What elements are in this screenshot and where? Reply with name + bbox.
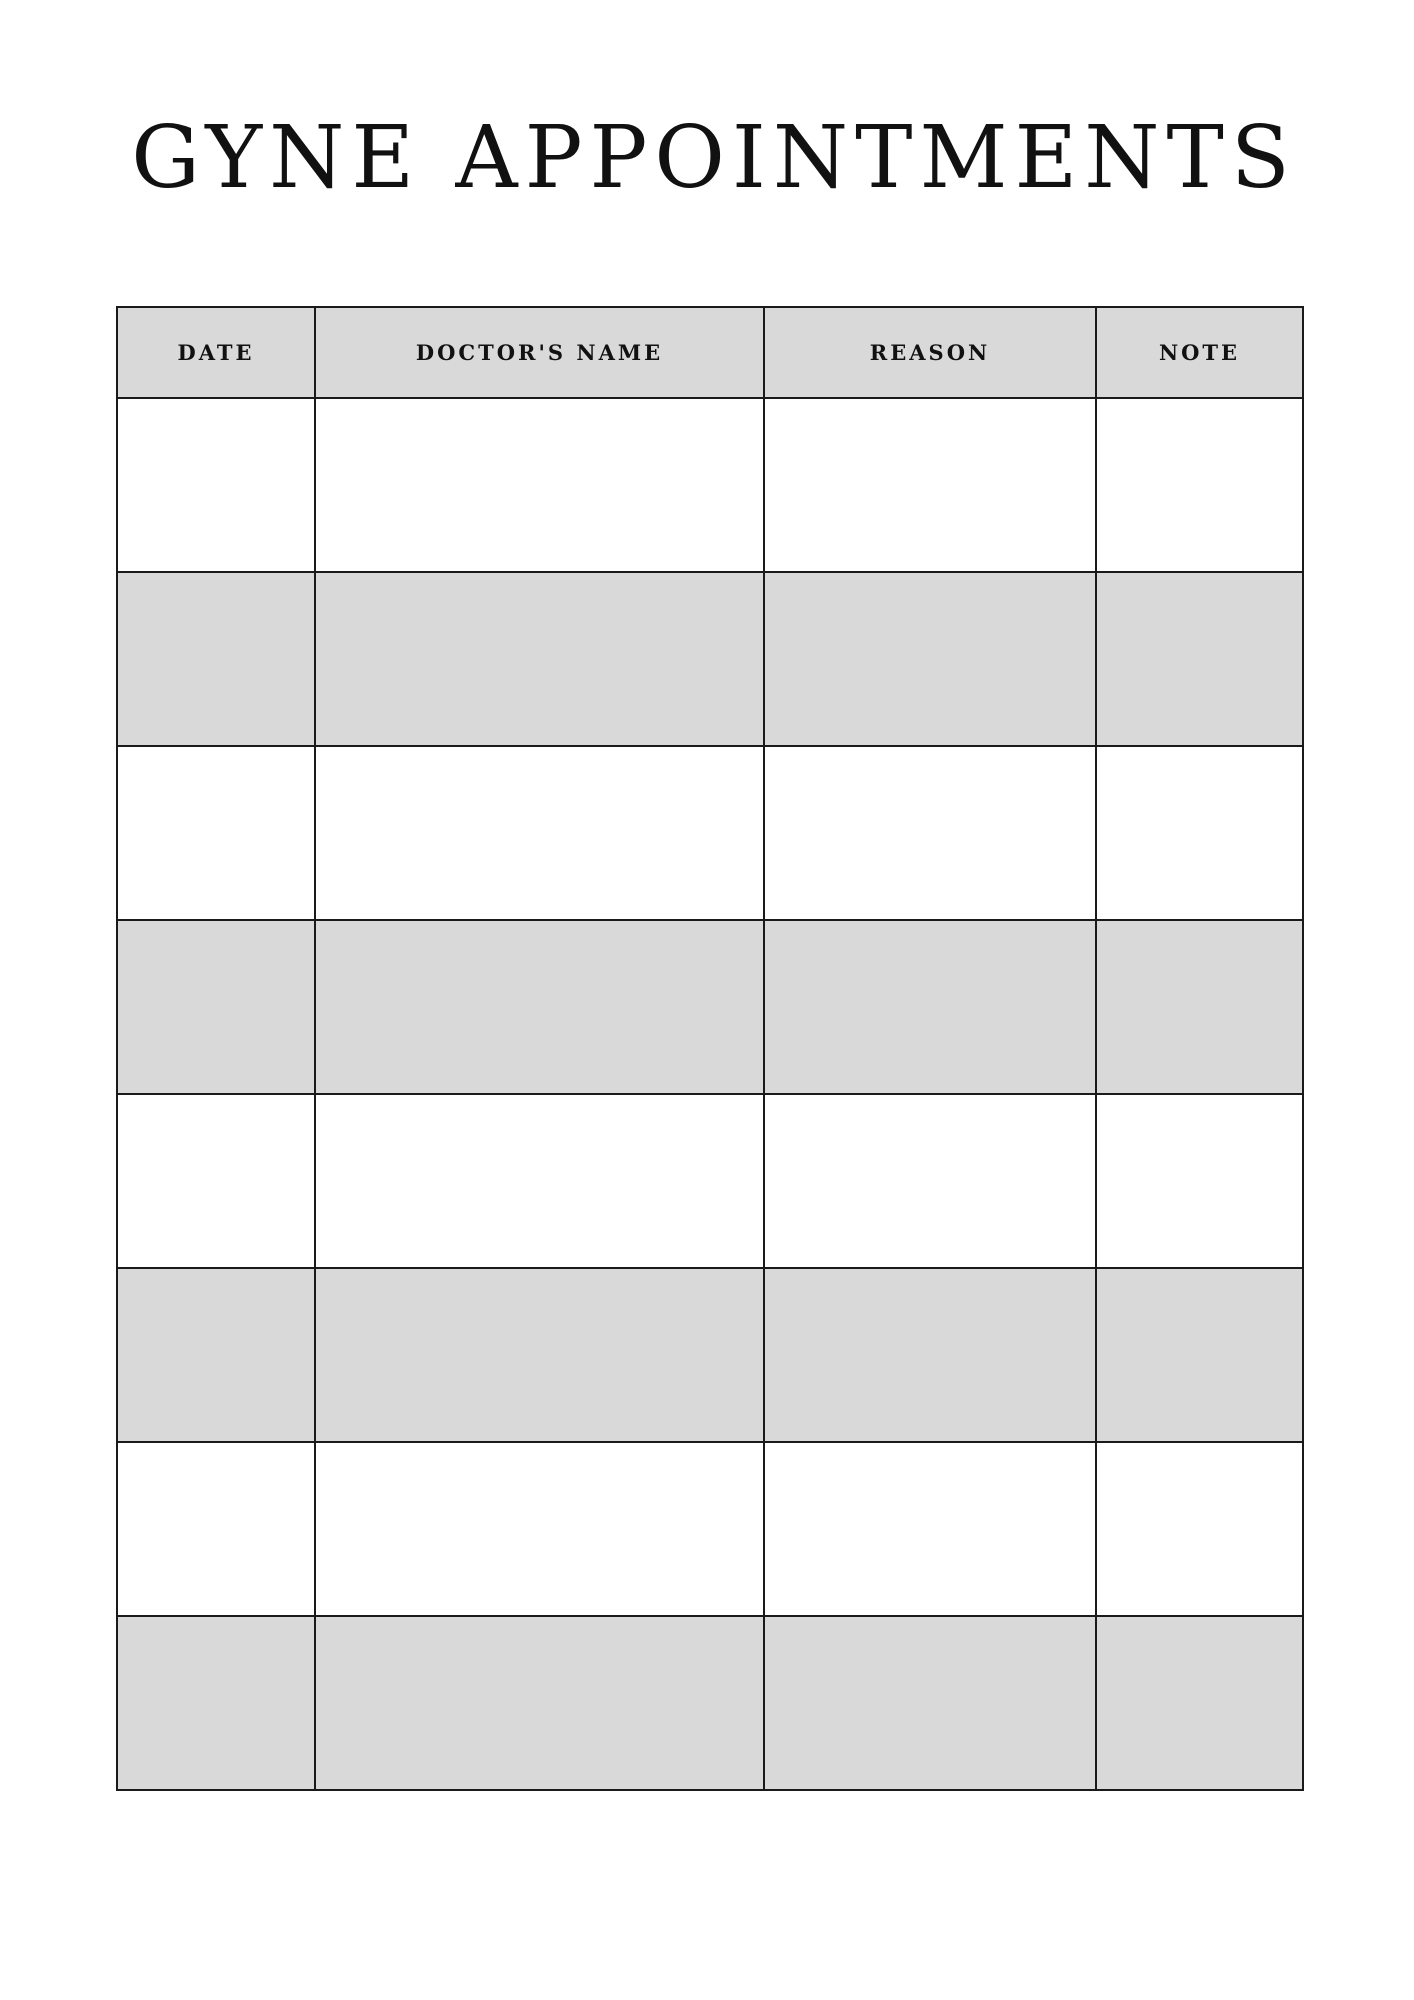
doctor-name-cell[interactable] [315, 1268, 764, 1442]
header-row [117, 307, 1303, 398]
table-row [117, 746, 1303, 920]
reason-cell[interactable] [764, 572, 1096, 746]
reason-cell[interactable] [764, 1442, 1096, 1616]
page-title: GYNE APPOINTMENTS [131, 108, 1297, 208]
doctor-name-cell[interactable] [315, 746, 764, 920]
date-cell[interactable] [117, 920, 315, 1094]
reason-cell[interactable] [764, 746, 1096, 920]
date-cell[interactable] [117, 1616, 315, 1790]
header-date: DATE [117, 307, 315, 398]
date-cell[interactable] [117, 398, 315, 572]
table-row [117, 1616, 1303, 1790]
header-note: NOTE [1096, 307, 1303, 398]
header-reason: REASON [764, 307, 1096, 398]
date-cell[interactable] [117, 572, 315, 746]
reason-cell[interactable] [764, 398, 1096, 572]
reason-cell[interactable] [764, 1616, 1096, 1790]
note-cell[interactable] [1096, 920, 1303, 1094]
note-cell[interactable] [1096, 1268, 1303, 1442]
doctor-name-cell[interactable] [315, 398, 764, 572]
doctor-name-cell[interactable] [315, 1094, 764, 1268]
note-cell[interactable] [1096, 1616, 1303, 1790]
table-row [117, 1094, 1303, 1268]
reason-cell[interactable] [764, 1094, 1096, 1268]
date-cell[interactable] [117, 1268, 315, 1442]
date-cell[interactable] [117, 746, 315, 920]
date-cell[interactable] [117, 1094, 315, 1268]
note-cell[interactable] [1096, 746, 1303, 920]
note-cell[interactable] [1096, 572, 1303, 746]
table-row [117, 398, 1303, 572]
note-cell[interactable] [1096, 398, 1303, 572]
doctor-name-cell[interactable] [315, 920, 764, 1094]
table-row [117, 1268, 1303, 1442]
header-doctors-name: DOCTOR'S NAME [315, 307, 764, 398]
appointments-table [116, 306, 1304, 1791]
doctor-name-cell[interactable] [315, 572, 764, 746]
date-cell[interactable] [117, 1442, 315, 1616]
table-row [117, 1442, 1303, 1616]
doctor-name-cell[interactable] [315, 1616, 764, 1790]
doctor-name-cell[interactable] [315, 1442, 764, 1616]
reason-cell[interactable] [764, 1268, 1096, 1442]
table-row [117, 572, 1303, 746]
table-row [117, 920, 1303, 1094]
note-cell[interactable] [1096, 1094, 1303, 1268]
note-cell[interactable] [1096, 1442, 1303, 1616]
reason-cell[interactable] [764, 920, 1096, 1094]
